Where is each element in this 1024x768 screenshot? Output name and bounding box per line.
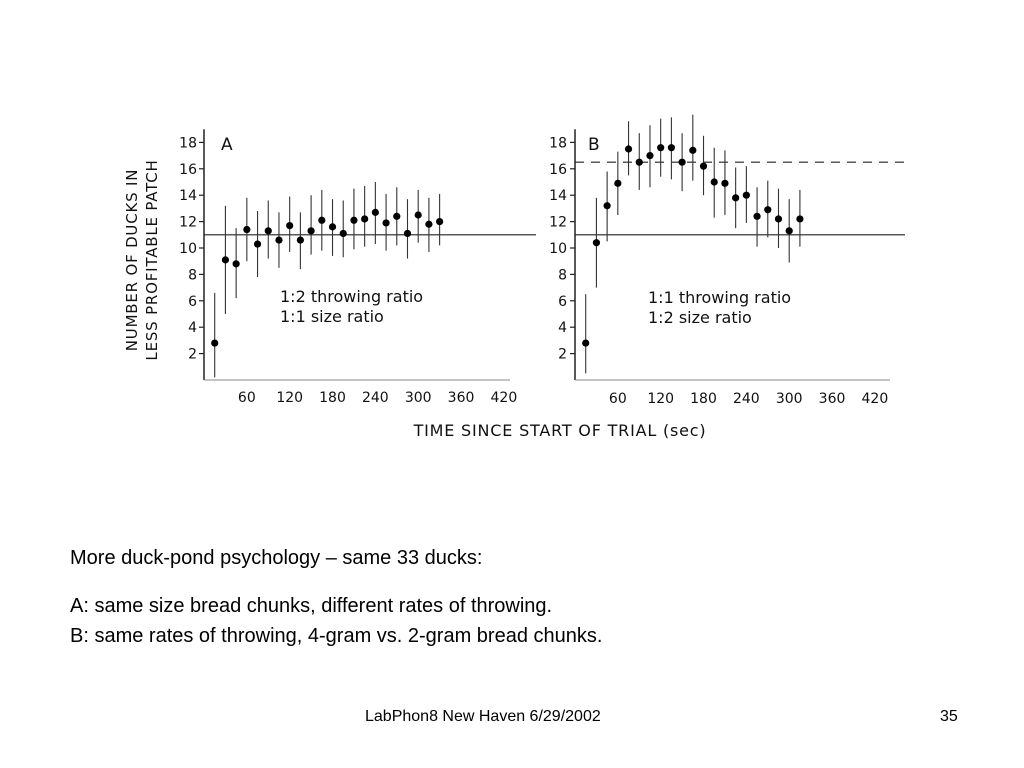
panel-b-data-point bbox=[753, 213, 760, 220]
panel-b-x-tick-label: 360 bbox=[818, 391, 846, 407]
panel-b-y-tick-label: 2 bbox=[558, 346, 567, 363]
slide-footer: LabPhon8 New Haven 6/29/2002 bbox=[365, 708, 601, 725]
panel-a-x-tick-label: 300 bbox=[404, 390, 432, 406]
panel-b-data-point bbox=[732, 194, 739, 201]
caption-line-3: B: same rates of throwing, 4-gram vs. 2-gram bread chunks. bbox=[70, 625, 603, 647]
panel-b-annotation: 1:1 throwing ratio bbox=[648, 288, 792, 307]
panel-a-x-tick-label: 60 bbox=[237, 390, 256, 406]
panel-b-x-tick-label: 300 bbox=[775, 391, 803, 407]
panel-a-data-point bbox=[286, 222, 293, 229]
panel-a-data-point bbox=[211, 339, 218, 346]
panel-b-data-point bbox=[593, 239, 600, 246]
panel-b-y-tick-label: 14 bbox=[549, 188, 567, 205]
caption-line-1: More duck-pond psychology – same 33 ducks: bbox=[70, 547, 483, 569]
panel-a-data-point bbox=[318, 217, 325, 224]
slide-number: 35 bbox=[940, 708, 958, 725]
panel-a-x-tick-label: 420 bbox=[490, 390, 518, 406]
panel-a-annotation: 1:2 throwing ratio bbox=[280, 287, 424, 306]
panel-b-y-tick-label: 12 bbox=[549, 214, 567, 231]
panel-a-y-tick-label: 12 bbox=[179, 214, 197, 231]
panel-a-data-point bbox=[265, 227, 272, 234]
panel-b-x-tick-label: 120 bbox=[647, 391, 675, 407]
panel-a-data-point bbox=[233, 260, 240, 267]
panel-b-data-point bbox=[700, 163, 707, 170]
panel-a-y-tick-label: 10 bbox=[179, 241, 197, 257]
panel-b-data-point bbox=[775, 215, 782, 222]
panel-b-annotation: 1:2 size ratio bbox=[648, 308, 752, 327]
panel-b-data-point bbox=[582, 339, 589, 346]
panel-a-y-tick-label: 14 bbox=[179, 188, 197, 205]
panel-a-data-point bbox=[361, 215, 368, 222]
panel-b-data-point bbox=[721, 180, 728, 187]
panel-a-y-tick-label: 18 bbox=[179, 135, 197, 152]
panel-a-y-tick-label: 4 bbox=[188, 320, 197, 337]
panel-b-data-point bbox=[796, 215, 803, 222]
panel-a-annotation: 1:1 size ratio bbox=[280, 307, 384, 326]
panel-b-data-point bbox=[657, 144, 664, 151]
panel-b-data-point bbox=[646, 152, 653, 159]
y-axis-title-line-2: LESS PROFITABLE PATCH bbox=[143, 159, 161, 361]
panel-b-data-point bbox=[711, 178, 718, 185]
panel-a-y-tick-label: 16 bbox=[179, 161, 197, 178]
panel-b-data-point bbox=[604, 202, 611, 209]
panel-b-label: B bbox=[588, 135, 600, 155]
panel-a-y-tick-label: 8 bbox=[188, 267, 197, 284]
panel-a-data-point bbox=[382, 219, 389, 226]
panel-b-y-tick-label: 4 bbox=[558, 320, 567, 337]
panel-b-x-tick-label: 60 bbox=[608, 391, 627, 407]
panel-b-data-point bbox=[625, 145, 632, 152]
panel-a-data-point bbox=[340, 230, 347, 237]
panel-b-y-tick-label: 16 bbox=[549, 161, 567, 178]
panel-b-data-point bbox=[786, 227, 793, 234]
panel-b-x-tick-label: 240 bbox=[732, 391, 760, 407]
panel-b-y-tick-label: 10 bbox=[549, 241, 567, 257]
panel-a-x-tick-label: 180 bbox=[319, 390, 346, 406]
panel-a-data-point bbox=[329, 223, 336, 230]
panel-b-y-tick-label: 8 bbox=[558, 267, 567, 284]
panel-a-x-tick-label: 360 bbox=[447, 390, 475, 406]
panel-b-data-point bbox=[636, 159, 643, 166]
panel-a-data-point bbox=[425, 221, 432, 228]
panel-b-data-point bbox=[668, 144, 675, 151]
panel-a-data-point bbox=[404, 230, 411, 237]
panel-a-data-point bbox=[297, 236, 304, 243]
panel-a-data-point bbox=[436, 218, 443, 225]
panel-a-y-tick-label: 2 bbox=[188, 346, 197, 363]
panel-b-x-tick-label: 420 bbox=[861, 391, 889, 407]
panel-a-x-tick-label: 120 bbox=[276, 390, 304, 406]
y-axis-title-line-1: NUMBER OF DUCKS IN bbox=[123, 168, 141, 352]
panel-a-y-tick-label: 6 bbox=[188, 293, 197, 310]
panel-b-x-tick-label: 180 bbox=[690, 391, 717, 407]
panel-a-data-point bbox=[415, 211, 422, 218]
panel-a-data-point bbox=[350, 217, 357, 224]
panel-a-x-tick-label: 240 bbox=[361, 390, 389, 406]
panel-b-y-tick-label: 6 bbox=[558, 293, 567, 310]
panel-b-data-point bbox=[614, 180, 621, 187]
panel-b-data-point bbox=[689, 147, 696, 154]
panel-b-data-point bbox=[764, 206, 771, 213]
panel-a-data-point bbox=[222, 256, 229, 263]
panel-b-y-tick-label: 18 bbox=[549, 135, 567, 152]
panel-a-data-point bbox=[308, 227, 315, 234]
caption-line-2: A: same size bread chunks, different rates of throwing. bbox=[70, 595, 553, 617]
panel-b-data-point bbox=[679, 159, 686, 166]
panel-b-data-point bbox=[743, 192, 750, 199]
panel-a-label: A bbox=[221, 135, 233, 155]
panel-a-data-point bbox=[254, 240, 261, 247]
panel-a-data-point bbox=[372, 209, 379, 216]
panel-a-data-point bbox=[275, 236, 282, 243]
x-axis-title: TIME SINCE START OF TRIAL (sec) bbox=[413, 421, 707, 440]
panel-a-data-point bbox=[393, 213, 400, 220]
panel-a-data-point bbox=[243, 226, 250, 233]
